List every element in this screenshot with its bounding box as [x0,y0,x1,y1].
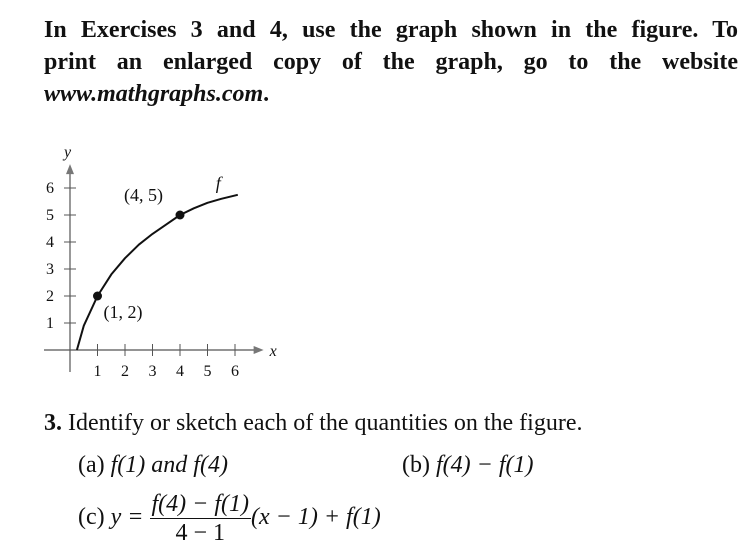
exercise-prompt: Identify or sketch each of the quantities on the figure. [68,410,583,436]
part-c-rhs: (x − 1) + f(1) [251,504,381,531]
x-axis-arrow [254,346,264,354]
part-c-fraction [150,490,252,547]
part-a-label: (a) [78,452,105,478]
y-tick-label: 3 [46,261,54,278]
x-axis-label: x [269,343,277,360]
function-graph [0,130,300,385]
y-tick-label: 4 [46,234,54,251]
y-tick-label: 1 [46,315,54,332]
part-a-text: f(1) and f(4) [110,452,228,478]
part-c-denominator: 4 − 1 [175,520,226,546]
part-c-lhs: y = [110,504,144,531]
x-tick-label: 4 [176,363,184,380]
y-tick-label: 2 [46,288,54,305]
graph-axes [44,144,277,372]
part-c-numerator: f(4) − f(1) [151,491,249,517]
y-axis-label: y [64,144,72,162]
part-c-label: (c) [78,504,105,531]
exercise-instructions [44,14,738,110]
point-marker [176,211,185,220]
exercise-3 [44,410,583,437]
part-b-text: f(4) − f(1) [435,452,534,478]
instructions-period: . [263,81,270,107]
y-tick-label: 6 [46,180,54,197]
x-tick-label: 5 [203,363,212,380]
exercise-number: 3. [44,410,62,436]
x-tick-label: 2 [121,363,129,380]
function-f-label: f [215,172,221,193]
y-axis-arrow [66,164,74,174]
x-tick-label: 1 [93,363,102,380]
function-f-curve [77,195,238,350]
point-marker [93,292,102,301]
part-b-label: (b) [402,452,430,478]
website-link[interactable]: www.mathgraphs.com [44,81,264,107]
point-label: (1, 2) [103,302,143,322]
graph-points [93,185,185,323]
point-label: (4, 5) [124,185,163,205]
instructions-line-2: print an enlarged copy of the graph, go to the website [44,49,738,75]
part-a [78,452,228,479]
x-tick-label: 3 [148,363,157,380]
x-tick-label: 6 [231,363,239,380]
y-tick-label: 5 [46,207,54,224]
instructions-line-1: In Exercises 3 and 4, use the graph shown in the figure. To [44,17,738,43]
part-b [402,452,533,479]
part-c [78,490,381,547]
